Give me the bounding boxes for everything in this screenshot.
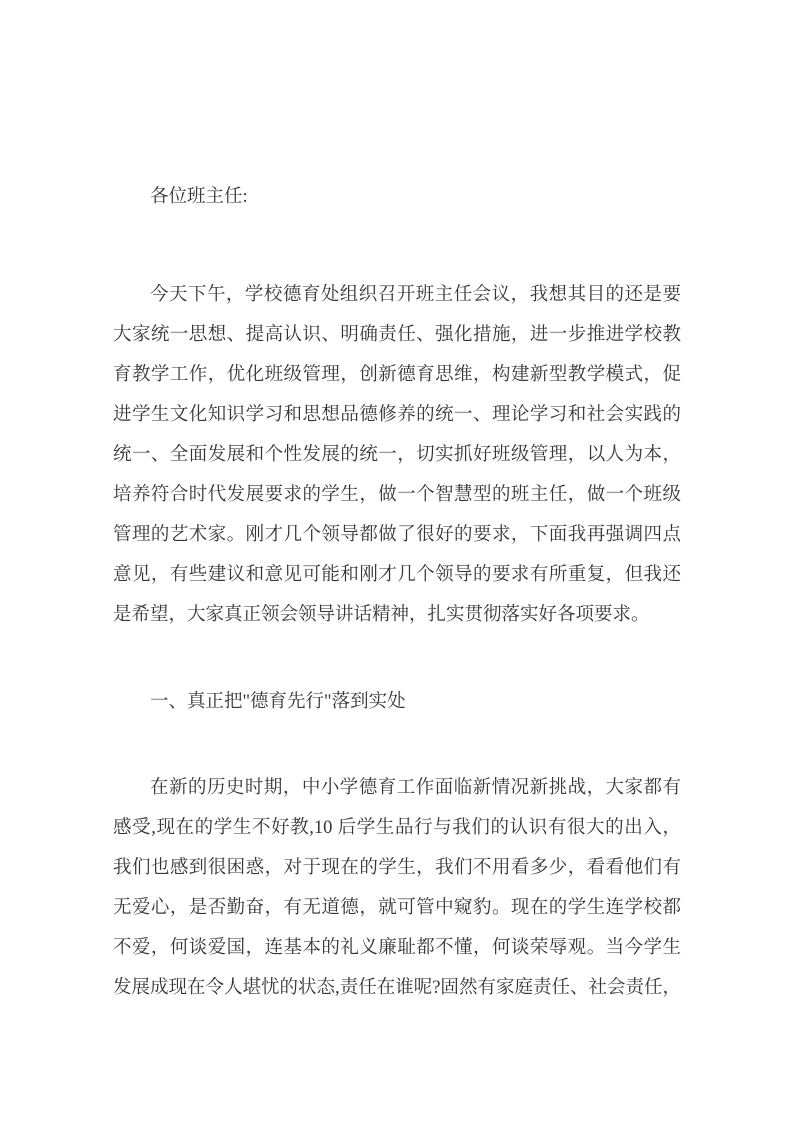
text-line: 管理的艺术家。刚才几个领导都做了很好的要求，下面我再强调四点 — [113, 525, 681, 545]
section-heading — [113, 682, 681, 722]
paragraph — [113, 768, 681, 1008]
text-line: 一、真正把"德育先行"落到实处 — [150, 692, 406, 712]
text-line: 感受,现在的学生不好教,10 后学生品行与我们的认识有很大的出入， — [113, 818, 681, 838]
text-line: 在新的历史时期，中小学德育工作面临新情况新挑战，大家都有 — [150, 778, 681, 798]
text-line: 我们也感到很困惑，对于现在的学生，我们不用看多少，看看他们有 — [113, 858, 681, 878]
text-line: 无爱心，是否勤奋，有无道德，就可管中窥豹。现在的学生连学校都 — [113, 898, 681, 918]
text-line: 统一、全面发展和个性发展的统一，切实抓好班级管理，以人为本， — [113, 445, 681, 465]
text-line: 进学生文化知识学习和思想品德修养的统一、理论学习和社会实践的 — [113, 405, 681, 425]
text-line: 发展成现在令人堪忧的状态,责任在谁呢?固然有家庭责任、社会责任， — [113, 978, 681, 998]
paragraph — [113, 275, 681, 635]
text-line: 培养符合时代发展要求的学生，做一个智慧型的班主任，做一个班级 — [113, 485, 681, 505]
text-line: 育教学工作，优化班级管理，创新德育思维，构建新型教学模式，促 — [113, 365, 681, 385]
text-line: 是希望，大家真正领会领导讲话精神，扎实贯彻落实好各项要求。 — [113, 605, 650, 625]
text-line: 不爱，何谈爱国，连基本的礼义廉耻都不懂，何谈荣辱观。当今学生 — [113, 938, 681, 958]
text-line: 大家统一思想、提高认识、明确责任、强化措施，进一步推进学校教 — [113, 325, 681, 345]
text-line: 意见，有些建议和意见可能和刚才几个领导的要求有所重复，但我还 — [113, 565, 681, 585]
salutation — [113, 177, 681, 217]
document-content — [113, 177, 681, 1008]
text-line: 今天下午，学校德育处组织召开班主任会议，我想其目的还是要 — [150, 285, 681, 305]
text-line: 各位班主任: — [150, 187, 248, 207]
